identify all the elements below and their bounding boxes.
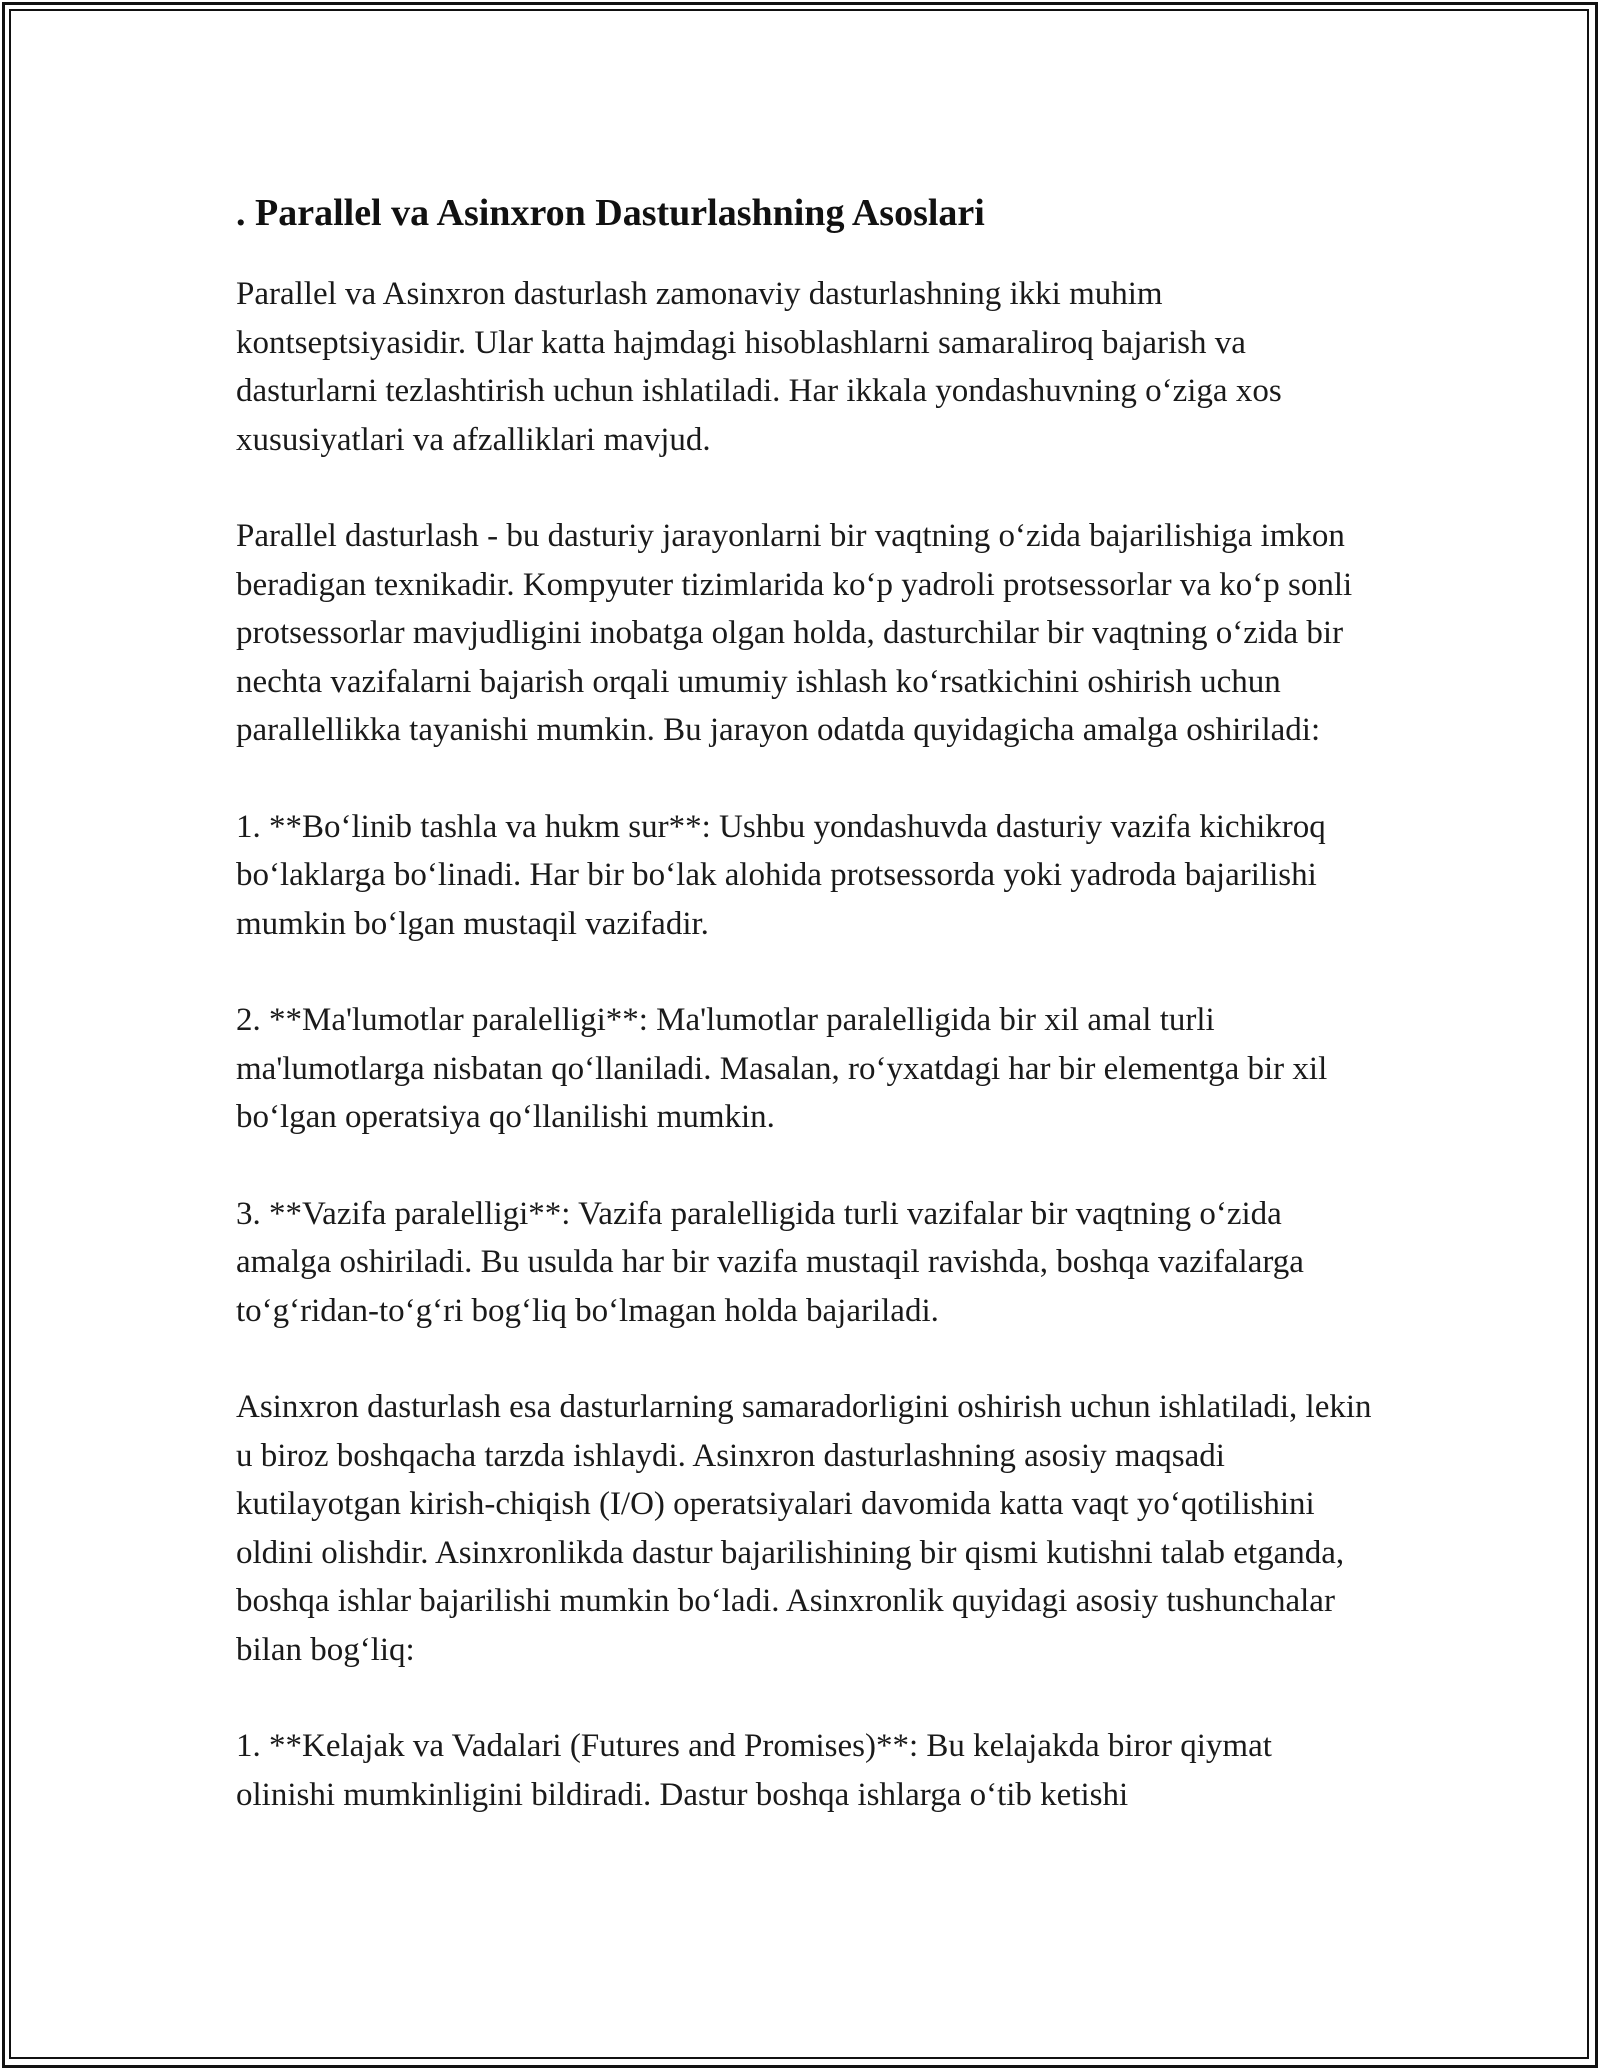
list-item-data-parallelism: 2. **Ma'lumotlar paralelligi**: Ma'lumotlar paralelligida bir xil amal turli ma'lumotlarga nisbatan qo‘llaniladi. Masalan, ro‘yxatdagi har bir elementga bir xil bo‘lgan operatsiya qo‘llanilishi mumkin.	[236, 1002, 1328, 1135]
list-item-task-parallelism: 3. **Vazifa paralelligi**: Vazifa paralelligida turli vazifalar bir vaqtning o‘zida amalga oshiriladi. Bu usulda har bir vazifa mustaqil ravishda, boshqa vazifalarga to‘g‘ridan-to‘g‘ri bog‘liq bo‘lmagan holda bajariladi.	[236, 1195, 1304, 1329]
paragraph-async-programming: Asinxron dasturlash esa dasturlarning samaradorligini oshirish uchun ishlatiladi, lekin u biroz boshqacha tarzda ishlaydi. Asinxron dasturlashning asosiy maqsadi kutilayotgan kirish-chiqish (I/O) operatsiyalari davomida katta vaqt yo‘qotilishini oldini olishdir. Asinxronlikda dastur bajarilishining bir qismi kutishni talab etganda, boshqa ishlar bajarilishi mumkin bo‘ladi. Asinxronlik quyidagi asosiy tushunchalar bilan bog‘liq:	[236, 1389, 1372, 1668]
list-item-divide-and-conquer: 1. **Bo‘linib tashla va hukm sur**: Ushbu yondashuvda dasturiy vazifa kichikroq bo‘laklarga bo‘linadi. Har bir bo‘lak alohida protsessorda yoki yadroda bajarilishi mumkin bo‘lgan mustaqil vazifadir.	[236, 808, 1326, 942]
paragraph-intro: Parallel va Asinxron dasturlash zamonaviy dasturlashning ikki muhim kontseptsiyasidir. Ular katta hajmdagi hisoblashlarni samaraliroq bajarish va dasturlarni tezlashtirish uchun ishlatiladi. Har ikkala yondashuvning o‘ziga xos xususiyatlari va afzalliklari mavjud.	[236, 276, 1282, 458]
list-item-futures-and-promises: 1. **Kelajak va Vadalari (Futures and Promises)**: Bu kelajakda biror qiymat olinishi mumkinligini bildiradi. Dastur boshqa ishlarga o‘tib ketishi	[236, 1728, 1272, 1813]
document-body	[236, 188, 1376, 1867]
document-title: . Parallel va Asinxron Dasturlashning Asoslari	[236, 192, 985, 234]
paragraph-parallel-programming: Parallel dasturlash - bu dasturiy jarayonlarni bir vaqtning o‘zida bajarilishiga imkon beradigan texnikadir. Kompyuter tizimlarida ko‘p yadroli protsessorlar va ko‘p sonli protsessorlar mavjudligini inobatga olgan holda, dasturchilar bir vaqtning o‘zida bir nechta vazifalarni bajarish orqali umumiy ishlash ko‘rsatkichini oshirish uchun parallellikka tayanishi mumkin. Bu jarayon odatda quyidagicha amalga oshiriladi:	[236, 518, 1353, 748]
